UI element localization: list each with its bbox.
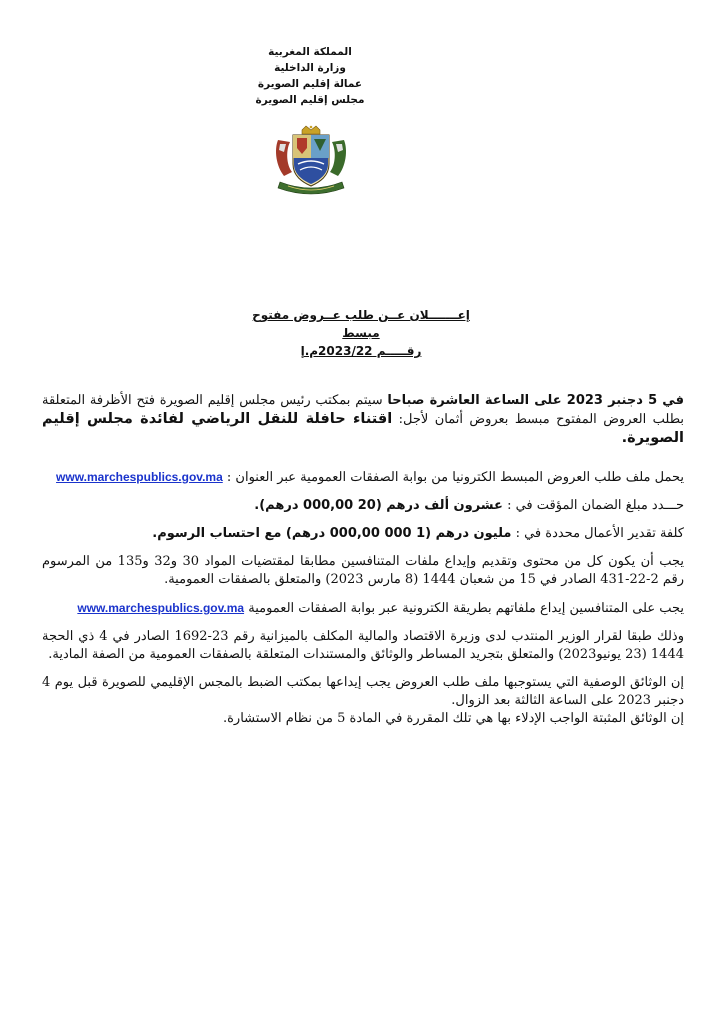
electronic-submission-paragraph bbox=[42, 599, 684, 618]
estimate-paragraph bbox=[42, 525, 684, 543]
announcement-title: إعـــــــلان عــن طلب عــروض مفتوح مبسط bbox=[252, 308, 470, 340]
announcement-title-block bbox=[236, 306, 486, 360]
announcement-number: رقـــــم 2023/22م.إ bbox=[300, 344, 422, 358]
download-paragraph bbox=[42, 468, 684, 487]
guarantee-paragraph bbox=[42, 497, 684, 515]
header-ministry: وزارة الداخلية bbox=[274, 62, 346, 74]
coat-of-arms-icon bbox=[266, 124, 356, 196]
download-text: يحمل ملف طلب العروض المبسط الكترونيا من بوابة الصفقات العمومية عبر العنوان : bbox=[226, 470, 684, 485]
header-council: مجلس إقليم الصويرة bbox=[255, 94, 365, 106]
submission-portal-link[interactable]: www.marchespublics.gov.ma bbox=[77, 601, 245, 615]
compliance-paragraph: يجب أن يكون كل من محتوى وتقديم وإيداع ملفات المتنافسين مطابقا لمقتضيات المواد 30 و32 و135 من المرسوم رقم 2-22-431 الصادر في 15 من شعبان 1444 (8 مارس 2023) والمتعلق بالصفقات العمومية. bbox=[42, 554, 685, 587]
tender-object: اقتناء حافلة للنقل الرياضي لفائدة مجلس إقليم الصويرة. bbox=[42, 411, 684, 446]
portal-link[interactable]: www.marchespublics.gov.ma bbox=[56, 470, 223, 484]
guarantee-amount: عشرون ألف درهم (20 000,00 درهم). bbox=[254, 498, 503, 513]
descriptive-documents-paragraph: إن الوثائق الوصفية التي يستوجبها ملف طلب العروض يجب إيداعها بمكتب الضبط بالمجس الإقليمي للصويرة قبل يوم 4 دجنبر 2023 على الساعة الثالثة بعد الزوال. bbox=[42, 675, 684, 708]
guarantee-text: حـــدد مبلغ الضمان المؤقت في : bbox=[507, 498, 684, 513]
estimate-text: كلفة تقدير الأعمال محددة في : bbox=[515, 526, 684, 541]
opening-text: سيتم بمكتب رئيس مجلس إقليم الصويرة فتح الأظرفة المتعلقة بطلب العروض المفتوح مبسط بعروض أثمان لأجل: bbox=[42, 393, 684, 427]
estimate-amount: مليون درهم (1 000 000,00 درهم) مع احتساب الرسوم. bbox=[152, 526, 512, 541]
announcement-body bbox=[42, 392, 684, 728]
opening-date: في 5 دجنبر 2023 على الساعة العاشرة صباحا bbox=[387, 393, 684, 408]
header-prefecture: عمالة إقليم الصويرة bbox=[257, 78, 363, 90]
issuer-header bbox=[244, 44, 376, 108]
decree-paragraph: وذلك طبقا لقرار الوزير المنتدب لدى وزيرة الاقتصاد والمالية المكلف بالميزانية رقم 23-1692 الصادر في 4 ذي الحجة 1444 (23 يونيو2023) والمتعلق بتجريد المساطر والوثائق والمستندات المتعلقة بالصفقات العمومية من الصفة المادية. bbox=[42, 629, 684, 662]
opening-paragraph bbox=[42, 392, 684, 448]
header-kingdom: المملكة المغربية bbox=[268, 46, 352, 58]
electronic-submission-text: يجب على المتنافسين إيداع ملفاتهم بطريقة الكترونية عبر بوابة الصفقات العمومية bbox=[248, 601, 684, 616]
supporting-documents-paragraph: إن الوثائق المثبتة الواجب الإدلاء بها هي تلك المقررة في المادة 5 من نظام الاستشارة. bbox=[222, 711, 684, 726]
